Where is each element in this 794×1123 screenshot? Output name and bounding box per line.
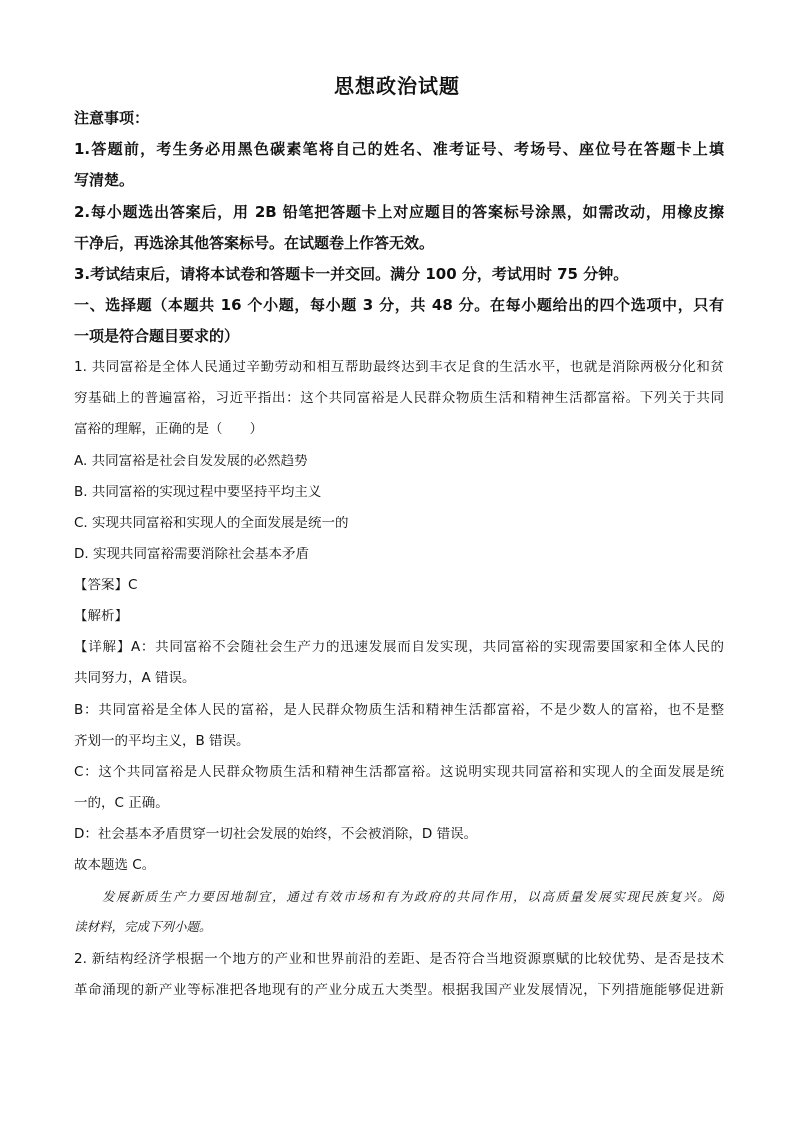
page-title: 思想政治试题	[334, 74, 460, 98]
answer-label: 【答案】C	[74, 578, 138, 593]
section-heading: 一、选择题（本题共 16 个小题，每小题 3 分，共 48 分。在每小题给出的四个选项中，只有	[74, 297, 724, 314]
detail-a: 【详解】A：共同富裕不会随社会生产力的迅速发展而自发实现，共同富裕的实现需要国家和全体人民的	[74, 640, 724, 655]
option-c: C. 实现共同富裕和实现人的全面发展是统一的	[74, 516, 349, 531]
material-intro-cont: 读材料，完成下列小题。	[74, 920, 212, 934]
section-heading-cont: 一项是符合题目要求的）	[74, 328, 240, 345]
notice-item-2-cont: 干净后，再选涂其他答案标号。在试题卷上作答无效。	[74, 235, 435, 252]
option-b: B. 共同富裕的实现过程中要坚持平均主义	[74, 485, 322, 500]
option-d: D. 实现共同富裕需要消除社会基本矛盾	[74, 547, 309, 562]
detail-c: C：这个共同富裕是人民群众物质生活和精神生活都富裕。这说明实现共同富裕和实现人的全面发展是统	[74, 765, 724, 780]
option-a: A. 共同富裕是社会自发发展的必然趋势	[74, 454, 308, 469]
detail-b-cont: 齐划一的平均主义，B 错误。	[74, 734, 250, 749]
detail-c-cont: 一的，C 正确。	[74, 796, 169, 811]
question-2-stem-cont: 革命涌现的新产业等标准把各地现有的产业分成五大类型。根据我国产业发展情况，下列措施能够促进新	[74, 983, 724, 998]
question-1-stem-end: 富裕的理解，正确的是（ ）	[74, 422, 263, 437]
question-1-stem-cont: 穷基础上的普遍富裕，习近平指出：这个共同富裕是人民群众物质生活和精神生活都富裕。下列关于共同	[74, 391, 724, 406]
question-2-stem: 2. 新结构经济学根据一个地方的产业和世界前沿的差距、是否符合当地资源禀赋的比较优势、是否是技术	[74, 952, 724, 967]
material-intro: 发展新质生产力要因地制宜，通过有效市场和有为政府的共同作用，以高质量发展实现民族复兴。阅	[102, 890, 724, 904]
detail-b: B：共同富裕是全体人民的富裕，是人民群众物质生活和精神生活都富裕，不是少数人的富裕，也不是整	[74, 703, 724, 718]
notice-heading: 注意事项：	[74, 110, 150, 127]
conclusion: 故本题选 C。	[74, 858, 156, 873]
notice-item-3: 3.考试结束后，请将本试卷和答题卡一并交回。满分 100 分，考试用时 75 分钟。	[74, 266, 629, 283]
detail-a-cont: 共同努力，A 错误。	[74, 671, 196, 686]
notice-item-1: 1.答题前，考生务必用黑色碳素笔将自己的姓名、准考证号、考场号、座位号在答题卡上填	[74, 141, 724, 158]
analysis-label: 【解析】	[74, 609, 128, 624]
detail-d: D：社会基本矛盾贯穿一切社会发展的始终，不会被消除，D 错误。	[74, 827, 478, 842]
question-1-stem: 1. 共同富裕是全体人民通过辛勤劳动和相互帮助最终达到丰衣足食的生活水平，也就是消除两极分化和贫	[74, 360, 724, 375]
notice-item-2: 2.每小题选出答案后，用 2B 铅笔把答题卡上对应题目的答案标号涂黑，如需改动，用橡皮擦	[74, 204, 724, 221]
notice-item-1-cont: 写清楚。	[74, 172, 135, 189]
